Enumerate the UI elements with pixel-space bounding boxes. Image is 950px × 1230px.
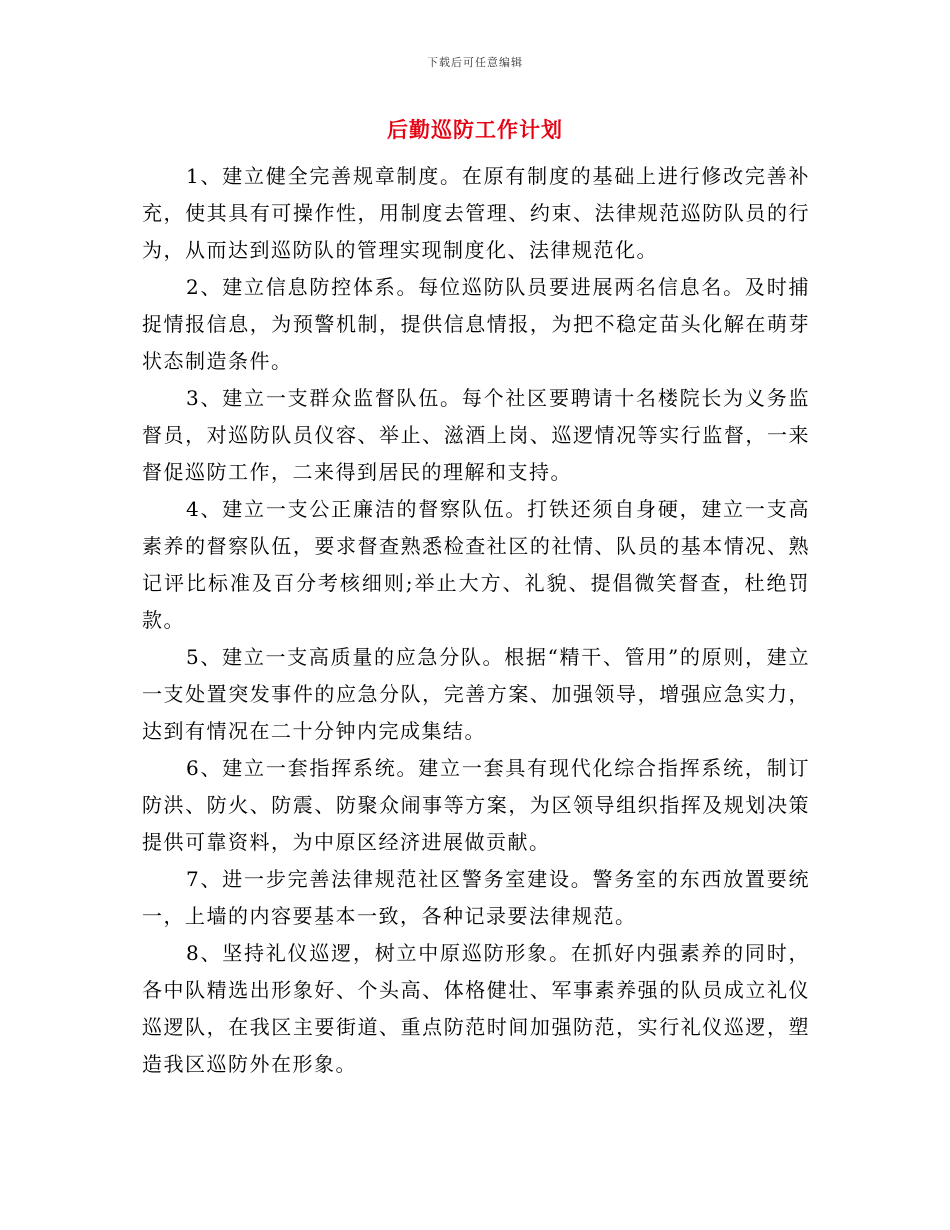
paragraph-6: 6、建立一套指挥系统。建立一套具有现代化综合指挥系统，制订防洪、防火、防震、防聚众闹事等方案，为区领导组织指挥及规划决策提供可靠资料，为中原区经济进展做贡献。	[142, 756, 810, 854]
header-note: 下载后可任意编辑	[427, 56, 523, 69]
document-title: 后勤巡防工作计划	[387, 118, 563, 142]
paragraph-8: 8、坚持礼仪巡逻，树立中原巡防形象。在抓好内强素养的同时，各中队精选出形象好、个头高、体格健壮、军事素养强的队员成立礼仪巡逻队，在我区主要街道、重点防范时间加强防范，实行礼仪巡逻，塑造我区巡防外在形象。	[142, 941, 810, 1076]
paragraph-4: 4、建立一支公正廉洁的督察队伍。打铁还须自身硬，建立一支高素养的督察队伍，要求督查熟悉检查社区的社情、队员的基本情况、熟记评比标准及百分考核细则;举止大方、礼貌、提倡微笑督查，杜绝罚款。	[142, 497, 810, 632]
paragraph-3: 3、建立一支群众监督队伍。每个社区要聘请十名楼院长为义务监督员，对巡防队员仪容、举止、滋酒上岗、巡逻情况等实行监督，一来督促巡防工作，二来得到居民的理解和支持。	[142, 386, 810, 484]
paragraph-1: 1、建立健全完善规章制度。在原有制度的基础上进行修改完善补充，使其具有可操作性，用制度去管理、约束、法律规范巡防队员的行为，从而达到巡防队的管理实现制度化、法律规范化。	[142, 164, 810, 262]
paragraph-7: 7、进一步完善法律规范社区警务室建设。警务室的东西放置要统一，上墙的内容要基本一致，各种记录要法律规范。	[142, 867, 810, 928]
paragraph-5: 5、建立一支高质量的应急分队。根据“精干、管用”的原则，建立一支处置突发事件的应急分队，完善方案、加强领导，增强应急实力，达到有情况在二十分钟内完成集结。	[142, 645, 810, 743]
paragraph-2: 2、建立信息防控体系。每位巡防队员要进展两名信息名。及时捕捉情报信息，为预警机制，提供信息情报，为把不稳定苗头化解在萌芽状态制造条件。	[142, 275, 810, 373]
document-body	[142, 158, 810, 1083]
